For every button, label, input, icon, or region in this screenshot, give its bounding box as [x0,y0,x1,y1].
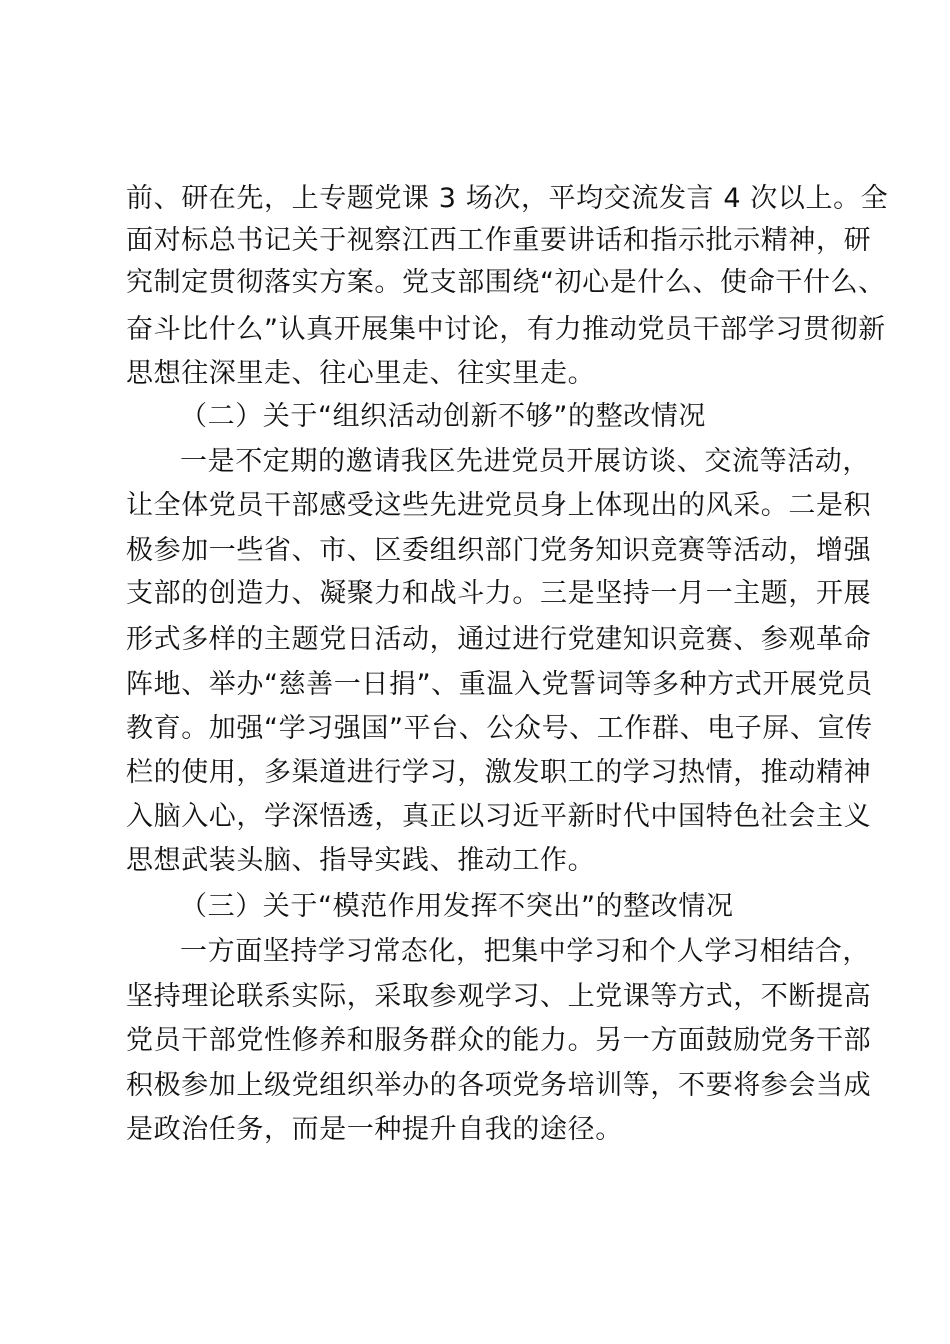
paragraph-line: 极参加一些省、市、区委组织部门党务知识竞赛等活动，增强 [126,535,872,566]
paragraph-line: 究制定贯彻落实方案。党支部围绕“初心是什么、使命干什么、 [126,267,886,298]
paragraph-line: 积极参加上级党组织举办的各项党务培训等，不要将参会当成 [126,1070,872,1101]
section-heading: （二）关于“组织活动创新不够”的整改情况 [180,401,706,432]
paragraph-line: 入脑入心，学深悟透，真正以习近平新时代中国特色社会主义 [126,801,872,832]
paragraph-line: 思想往深里走、往心里走、往实里走。 [126,358,596,389]
paragraph-line: 思想武装头脑、指导实践、推动工作。 [126,845,596,876]
paragraph-line: 面对标总书记关于视察江西工作重要讲话和指示批示精神，研 [126,225,872,256]
section-heading: （三）关于“模范作用发挥不突出”的整改情况 [180,891,734,922]
paragraph-line: 坚持理论联系实际，采取参观学习、上党课等方式，不断提高 [126,981,872,1012]
paragraph-line: 形式多样的主题党日活动，通过进行党建知识竞赛、参观革命 [126,624,872,655]
paragraph-line: 是政治任务，而是一种提升自我的途径。 [126,1114,623,1145]
paragraph-line: 让全体党员干部感受这些先进党员身上体现出的风采。二是积 [126,490,872,521]
paragraph-line: 奋斗比什么”认真开展集中讨论，有力推动党员干部学习贯彻新 [126,314,886,345]
paragraph-line: 前、研在先，上专题党课 3 场次，平均交流发言 4 次以上。全 [126,183,889,214]
paragraph-line: 党员干部党性修养和服务群众的能力。另一方面鼓励党务干部 [126,1025,872,1056]
paragraph-line: 教育。加强“学习强国”平台、公众号、工作群、电子屏、宣传 [126,713,873,744]
paragraph-line: 阵地、举办“慈善一日捐”、重温入党誓词等多种方式开展党员 [126,669,873,700]
paragraph-line: 栏的使用，多渠道进行学习，激发职工的学习热情，推动精神 [126,757,872,788]
paragraph-line: 一是不定期的邀请我区先进党员开展访谈、交流等活动， [180,446,870,477]
paragraph-line: 支部的创造力、凝聚力和战斗力。三是坚持一月一主题，开展 [126,578,872,609]
paragraph-line: 一方面坚持学习常态化，把集中学习和个人学习相结合， [180,936,870,967]
